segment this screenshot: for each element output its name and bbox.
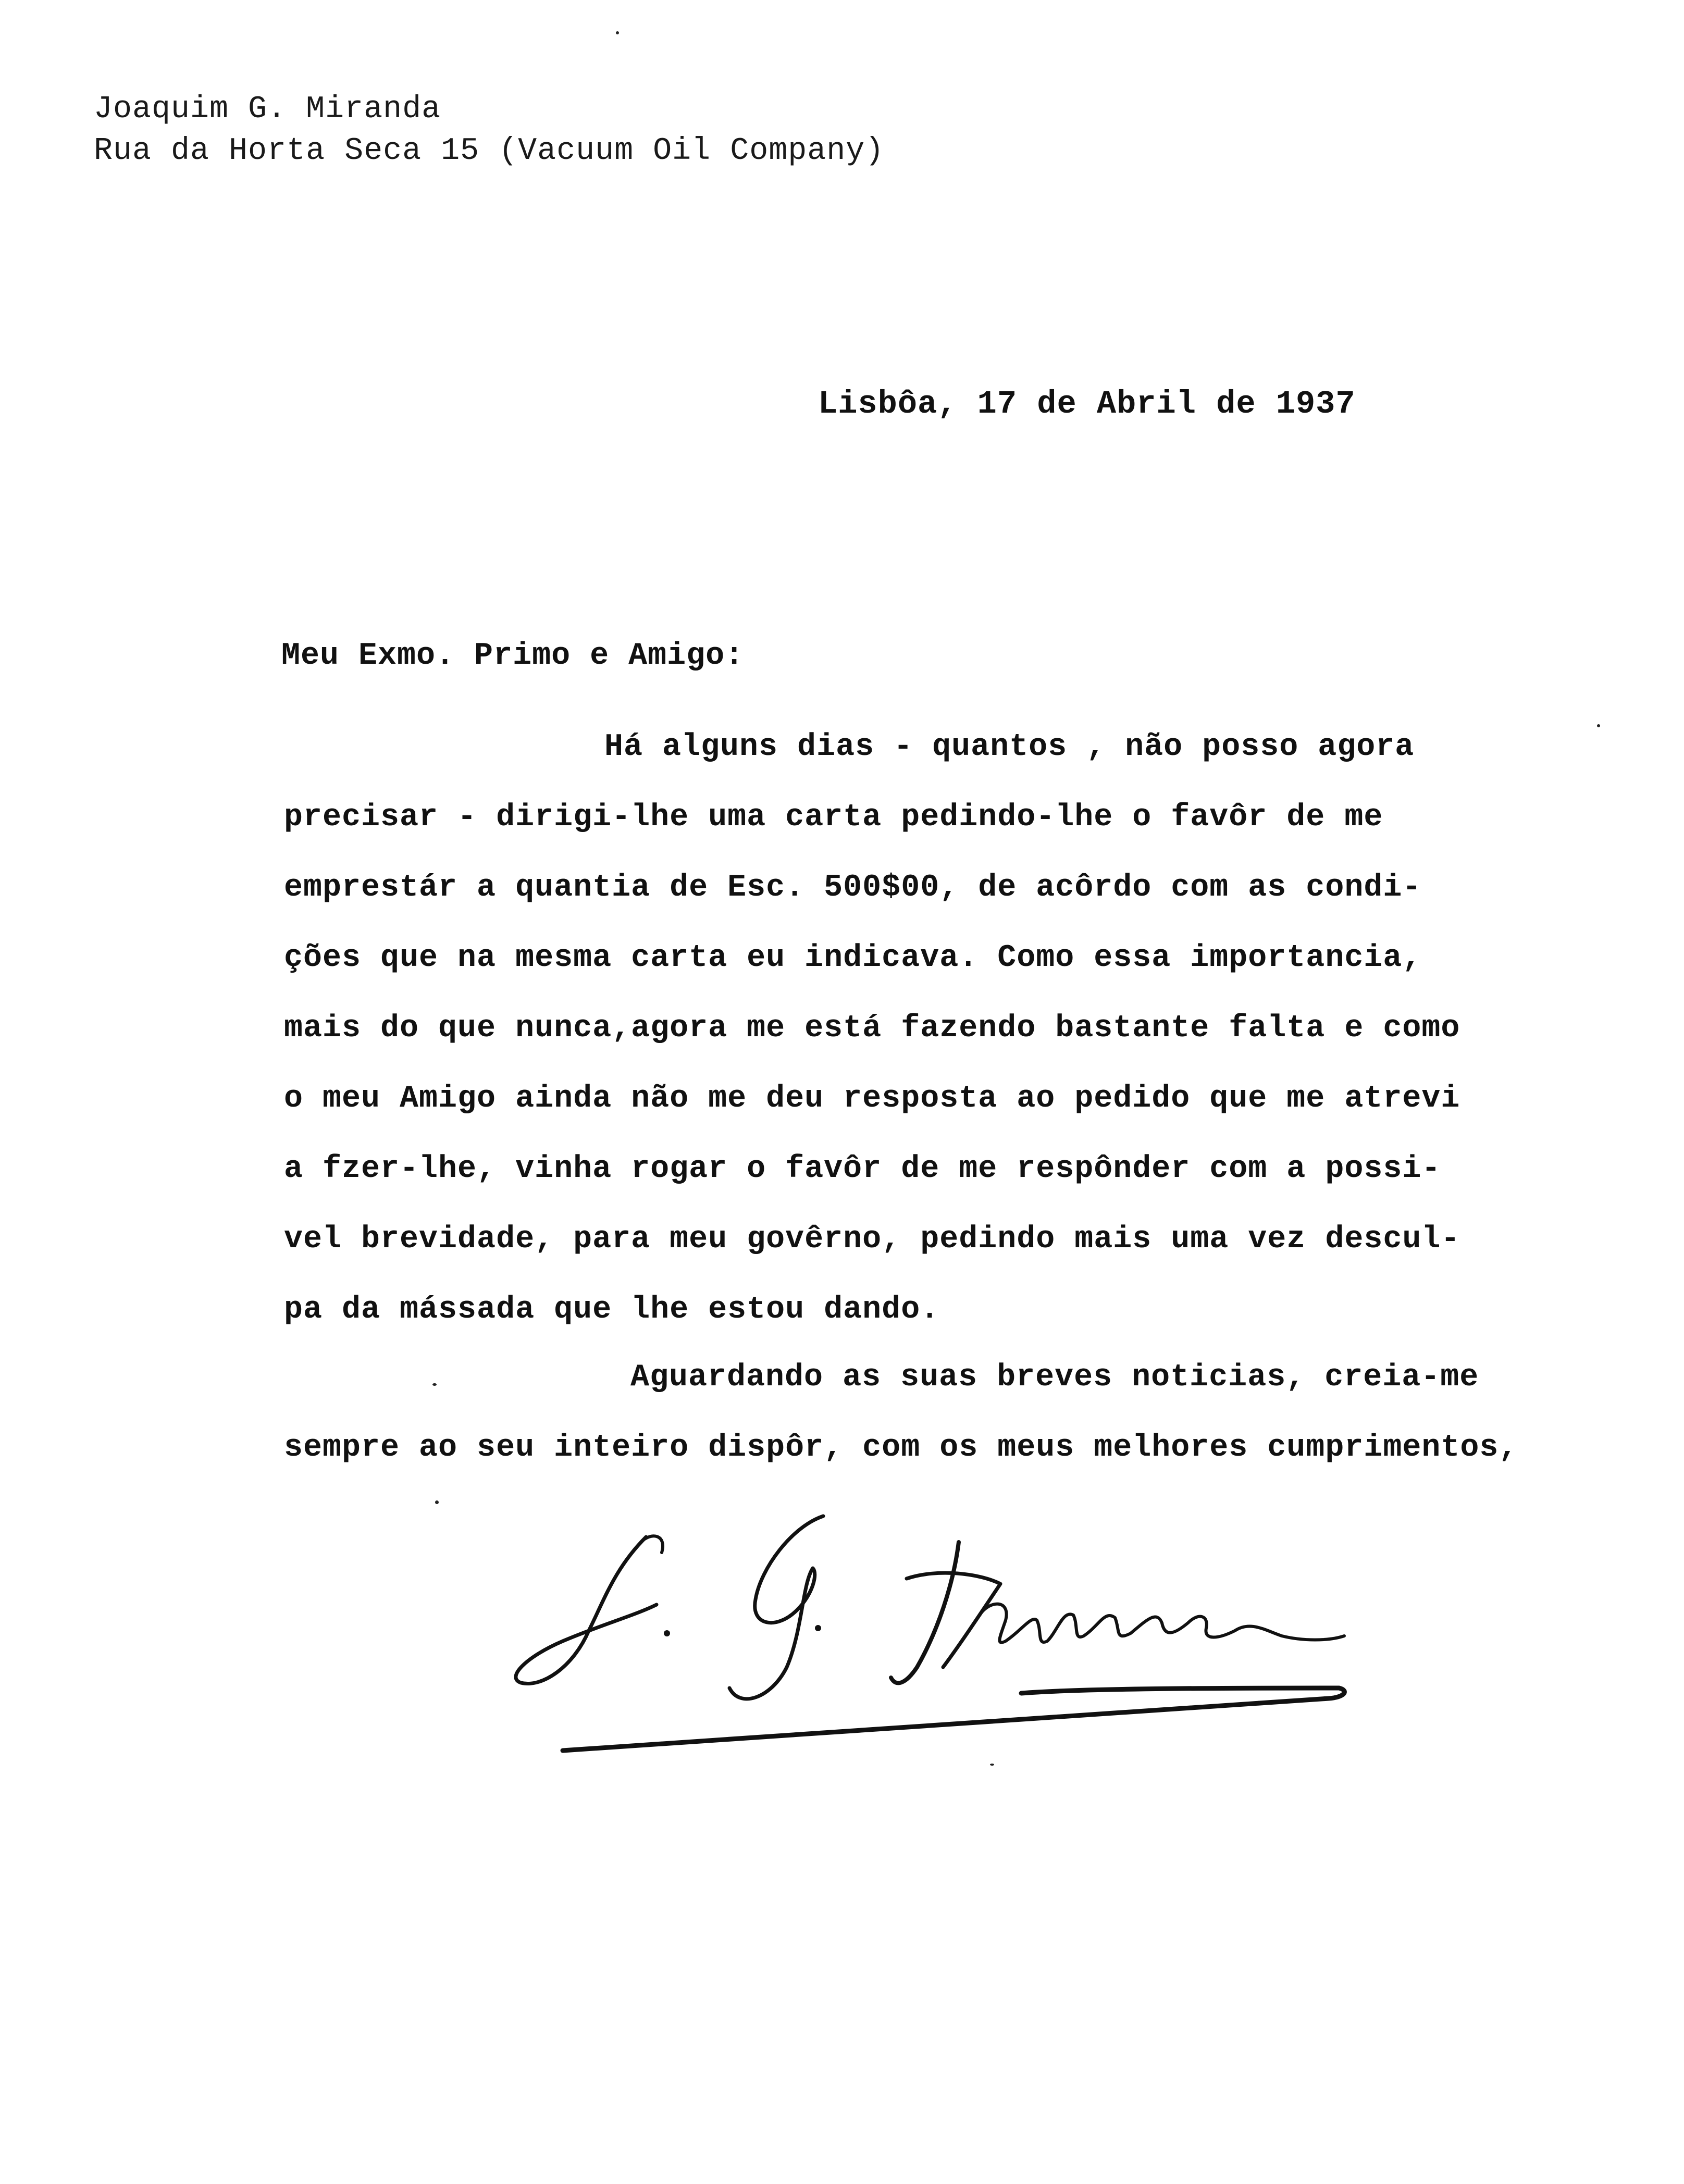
scan-speck <box>616 31 619 34</box>
scan-speck <box>435 1500 439 1504</box>
body-line: vel brevidade, para meu govêrno, pedindo mais uma vez descul- <box>284 1222 1460 1257</box>
scan-speck <box>432 1383 437 1386</box>
sender-block <box>94 89 884 172</box>
body-line: mais do que nunca,agora me está fazendo bastante falta e como <box>284 1011 1460 1046</box>
sender-address: Rua da Horta Seca 15 (Vacuum Oil Company) <box>94 133 885 169</box>
body-line: Há alguns dias - quantos , não posso agora <box>604 729 1415 765</box>
salutation: Meu Exmo. Primo e Amigo: <box>281 638 745 674</box>
body-line: emprestár a quantia de Esc. 500$00, de acôrdo com as condi- <box>284 870 1422 905</box>
date-line: Lisbôa, 17 de Abril de 1937 <box>818 386 1356 423</box>
body-line: o meu Amigo ainda não me deu resposta ao pedido que me atrevi <box>284 1081 1460 1116</box>
scan-speck <box>1597 724 1600 727</box>
scan-speck <box>990 1764 994 1766</box>
body-line: pa da mássada que lhe estou dando. <box>284 1292 940 1327</box>
body-line: sempre ao seu inteiro dispôr, com os meus melhores cumprimentos, <box>284 1430 1518 1466</box>
body-line: a fzer-lhe, vinha rogar o favôr de me respônder com a possi- <box>284 1151 1441 1187</box>
handwritten-signature <box>511 1511 1417 1782</box>
body-line: ções que na mesma carta eu indicava. Como essa importancia, <box>284 940 1422 976</box>
body-line: Aguardando as suas breves noticias, creia-me <box>630 1360 1479 1395</box>
sender-name: Joaquim G. Miranda <box>94 92 441 127</box>
body-line: precisar - dirigi-lhe uma carta pedindo-lhe o favôr de me <box>284 800 1383 835</box>
